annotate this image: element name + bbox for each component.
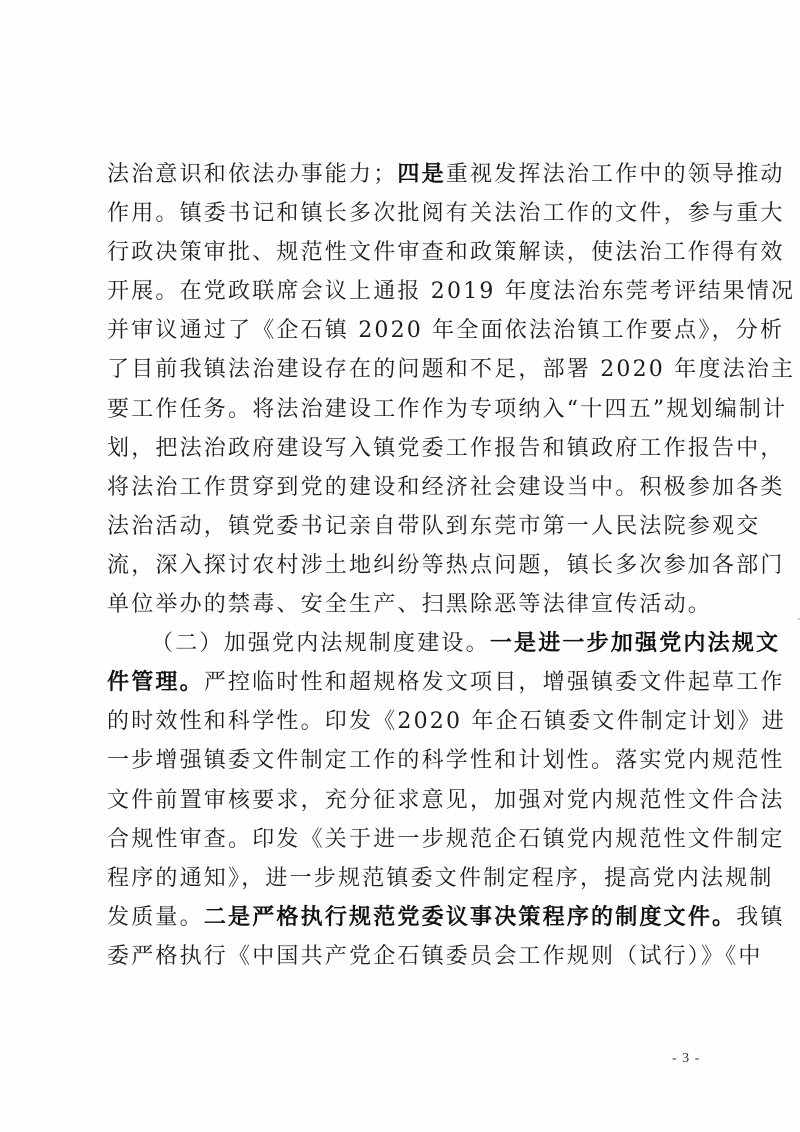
page-number: - 3 - [672, 1051, 701, 1066]
bold-phrase: 件管理。 [107, 669, 204, 696]
bold-phrase: 四是 [397, 161, 446, 187]
text-line: 法治意识和依法办事能力；四是重视发挥法治工作中的领导推动 [107, 161, 785, 187]
section-heading-line [107, 624, 781, 663]
text-line: 文件前置审核要求，充分征求意见，加强对党内规范性文件合法 [107, 787, 785, 813]
bold-phrase: 一是进一步加强党内法规文 [489, 630, 781, 657]
text-line: 开展。在党政联席会议上通报 2019 年度法治东莞考评结果情况 [107, 279, 796, 305]
body-text [107, 155, 796, 976]
text-line: 合规性审查。印发《关于进一步规范企石镇党内规范性文件制定 [107, 826, 785, 852]
text-line: 法治活动，镇党委书记亲自带队到东莞市第一人民法院参观交 [107, 513, 761, 539]
text-line: 将法治工作贯穿到党的建设和经济社会建设当中。积极参加各类 [107, 474, 785, 500]
text-line: 件管理。严控临时性和超规格发文项目，增强镇委文件起草工作 [107, 669, 785, 696]
text-line: 委严格执行《中国共产党企石镇委员会工作规则（试行）》《中 [107, 943, 763, 969]
text-line: 并审议通过了《企石镇 2020 年全面依法治镇工作要点》，分析 [107, 318, 785, 344]
text-line: 要工作任务。将法治建设工作作为专项纳入“十四五”规划编制计 [107, 396, 788, 422]
text-line: 程序的通知》，进一步规范镇委文件制定程序，提高党内法规制 [107, 865, 774, 891]
text-line: 了目前我镇法治建设存在的问题和不足，部署 2020 年度法治主 [107, 357, 796, 383]
text-line: 流，深入探讨农村涉土地纠纷等热点问题，镇长多次参加各部门 [107, 552, 785, 578]
text-line: 的时效性和科学性。印发《2020 年企石镇委文件制定计划》进 [107, 709, 786, 735]
text-line: 发质量。二是严格执行规范党委议事决策程序的制度文件。我镇 [107, 903, 785, 930]
text-line: 行政决策审批、规范性文件审查和政策解读，使法治工作得有效 [107, 240, 785, 266]
bold-phrase: 二是严格执行规范党委议事决策程序的制度文件。 [203, 903, 737, 930]
text-line: 一步增强镇委文件制定工作的科学性和计划性。落实党内规范性 [107, 748, 785, 774]
text-line: 划，把法治政府建设写入镇党委工作报告和镇政府工作报告中， [107, 435, 785, 461]
section-heading: （二）加强党内法规制度建设。 [151, 631, 490, 657]
text-line: 作用。镇委书记和镇长多次批阅有关法治工作的文件，参与重大 [107, 201, 785, 227]
paragraph-end-line: 单位举办的禁毒、安全生产、扫黑除恶等法律宣传活动。 [107, 592, 713, 618]
